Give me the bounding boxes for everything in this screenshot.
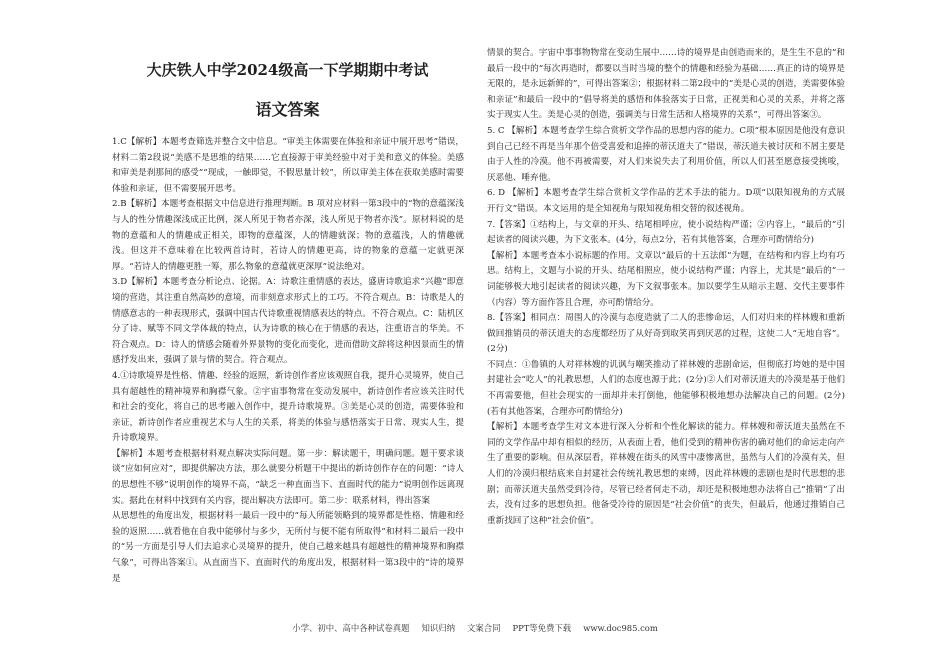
answer-paragraph: 情景的契合。宇宙中事事物物常在变动生展中……诗的境界是由创造而来的，是生生不息的”和最后一段中的“每次再造时，都要以当时当境的整个的情趣和经验为基础……真正的诗的境界是无限的，是永远新鲜的”，可得出答案②；根据材料二第2段中的“美是心灵的创造，美需要体验和亲证”和最后一段中的“倡导将美的感悟和体验落实于日常，正视美和心灵的关系，并将之落实于现实人生。美是心灵的创造，强调美与日常生活和人格境界的关系”，可得出答案③。 bbox=[487, 48, 846, 121]
footer-link[interactable]: www.doc985.com bbox=[583, 623, 658, 633]
page-footer bbox=[0, 622, 950, 634]
left-column bbox=[112, 135, 464, 587]
answer-paragraph: 7.【答案】①结构上，与文章的开头、结尾相呼应，使小说结构严谨；②内容上，“最后的”引起读者的阅读兴趣，为下文张本。(4分，每点2分，若有其他答案，合理亦可酌情给分) bbox=[487, 219, 845, 246]
page-title: 大庆铁人中学2024级高一下学期期中考试 bbox=[146, 61, 429, 79]
page-subtitle: 语文答案 bbox=[255, 100, 320, 119]
answer-paragraph: 【解析】本题考查根据材料观点解决实际问题。第一步：解读题干，明确问题。题干要求谈谈“应如何应对”，即提供解决方法，那么就要分析题干中提出的新诗创作存在的问题：“诗人的思想性不够”说明创作的境界不高，“缺乏一种直面当下、直面时代的能力”说明创作远离现实。据此在材料中找到有关内容，提出解决方法即可。第二步：联系材料，得出答案 bbox=[112, 448, 464, 506]
answer-paragraph: 1.C【解析】本题考查筛选并整合文中信息。“审美主体需要在体验和亲证中展开思考”错误，材料二第2段说“美感不是思维的结果……它直接源于审美经验中对于美和意义的体验。美感和审美是刹那间的感受”“现成，一触即觉，不假思量计较”，所以审美主体在获取美感时需要体验和亲证，但不需要展开思考。 bbox=[112, 137, 464, 194]
answer-paragraph: 从思想性的角度出发，根据材料一最后一段中的“每人所能领略到的境界都是性格、情趣和经验的返照……就看他在自我中能够付与多少，无所付与便不能有所取得”和材料二最后一段中的“另一方面是引导人们去追求心灵境界的提升，使自己越来越具有超越性的精神境界和胸襟气象”，可得出答案①。从直面当下、直面时代的角度出发，根据材料一第3段中的“诗的境界是 bbox=[112, 511, 464, 584]
answer-paragraph: 5. C 【解析】本题考查学生综合赏析文学作品的思想内容的能力。C项“根本原因是他没有意识到自己已经不再是当年那个倍受喜爱和追捧的蒂沃道夫了”错误，蒂沃道夫被讨厌和不屑主要是由于人性的冷漠。他不再被需要，对人们来说失去了利用价值，所以人们甚至愿意接受挑唆，厌恶他、唾弃他。 bbox=[487, 125, 845, 183]
answer-paragraph: 8.【答案】相同点：周围人的冷漠与态度造就了二人的悲惨命运，人们对归来的样林嫂和重新做回推销员的蒂沃道夫的态度都经历了从好奇到取笑再到厌恶的过程，这使二人“无地自容”。(2分) bbox=[487, 313, 845, 355]
footer-item: PPT等免费下载 bbox=[512, 623, 572, 633]
footer-item: 小学、初中、高中各种试卷真题 bbox=[292, 623, 410, 633]
right-column bbox=[487, 46, 845, 529]
answer-paragraph: 4.①诗歌境界是性格、情趣、经验的返照，新诗创作者应该观照自我，提升心灵境界，使自己具有超越性的精神境界和胸襟气象。②宇宙事物常在变动发展中，新诗创作者应该关注时代和社会的变化，将自己的思考融入创作中，提升诗歌境界。③美是心灵的创造，需要体验和亲证，新诗创作者应重视艺术与人生的关系，将美的体验与感悟落实于日常、现实人生，提升诗歌境界。 bbox=[112, 370, 464, 444]
footer-item: 知识归纳 bbox=[421, 623, 455, 633]
answer-paragraph: 2.B【解析】本题考查根据文中信息进行推理判断。B 项对应材料一第3段中的“物的意蕴深浅与人的性分情趣深浅成正比例，深人所见于物者亦深，浅人所见于物者亦浅”。原材料说的是物的意蕴和人的情趣成正相关，即物的意蕴深，人的情趣就深；物的意蕴浅，人的情趣就浅。但这并不意味着在比较两首诗时，若诗人的情趣更高，诗的物象的意蕴一定就更深厚。“若诗人的情趣更胜一筹，那么物象的意蕴就更深厚”说法绝对。 bbox=[112, 199, 464, 272]
answer-paragraph: 【解析】本题考查学生对文本进行深入分析和个性化解读的能力。样林嫂和蒂沃道夫虽然在不同的文学作品中却有相似的经历，从表面上看，他们受到的精神伤害的确对他们的命运走向产生了重要的影响。但从深层看，祥林嫂在街头的风雪中凄惨离世，虽然与人们的冷漠有关，但人们的冷漠归根结底来自封建社会传统礼教思想的束缚，因此祥林嫂的悲剧也是时代思想的悲剧；而蒂沃道夫虽然受到冷待，尽管已经者何走不动，却还是积极地想办法将自己“推销”了出去，没有过多的思想负担。他备受冷待的原因是“社会价值”的丧失，但最后，他通过推销自己重新找回了这种“社会价值”。 bbox=[487, 422, 845, 526]
footer-item: 文案合同 bbox=[466, 623, 501, 633]
answer-paragraph: 不同点：①鲁镇的人对祥林嫂的讥讽与嘲笑推动了祥林嫂的悲剧命运，但彻底打垮她的是中国封建社会“吃人”的礼教思想，人们的态度也源于此；(2分)②人们对蒂沃道夫的冷漠是基于他们不再需要他，但社会现实的一面却并未打倒他，他能够积极地想办法解决自己的问题。(2分)(若有其他答案，合理亦可酌情给分) bbox=[487, 359, 845, 417]
answer-paragraph: 3.D【解析】本题考查分析论点、论据。A：诗歌注重情感的表达，盛唐诗歌追求“兴趣”即意境的营造，其注重自然高妙的意境，而非刻意求形式上的工巧。不符合观点。B：诗歌是人的情感意志的一种表现形式，强调中国古代诗歌重视情感表达的特点。不符合观点。C：陆机区分了诗、赋等不同文学体裁的特点，认为诗歌的核心在于情感的表达，注重语言的华美。不符合观点。D：诗人的情感会随着外界景物的变化而变化，进而借助文辞将这种因景而生的情感抒发出来，强调了景与情的契合。符合观点。 bbox=[112, 277, 464, 366]
answer-paragraph: 【解析】本题考查本小说标题的作用。文章以“最后的十五法郎”为题，在结构和内容上均有巧思。结构上，文题与小说的开头、结尾相照应，使小说结构严谨；内容上，尤其是“最后的”一词能够极大地引起读者的阅读兴趣，为下文叙事张本。加以要学生从暗示主题、交代主要事件（内容）等方面作答且合理，亦可酌情给分。 bbox=[487, 250, 845, 308]
answer-paragraph: 6. D 【解析】本题考查学生综合赏析文学作品的艺术手法的能力。D项“以限知视角的方式展开行文”错误。本文运用的是全知视角与限知视角相交替的叙述视角。 bbox=[487, 188, 845, 214]
